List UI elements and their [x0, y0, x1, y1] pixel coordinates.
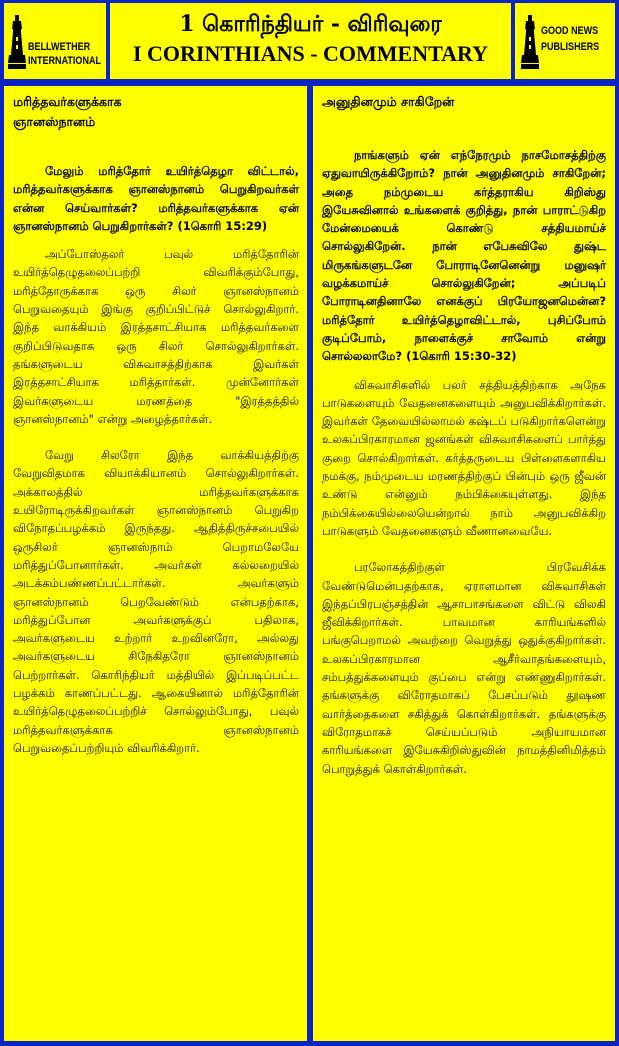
title-box	[110, 3, 511, 79]
logo-left-line1: BELLWETHER	[28, 41, 91, 53]
commentary-paragraph: அப்போஸ்தலர் பவுல் மரித்தோரின் உயிர்த்தெழுதலைப்பற்றி விவரிக்கும்போது, மரித்தோருக்காக ஒரு சிலர் ஞானஸ்நானம் பெறுவதையும் இங்கு குறிப்பிட்டுச் சொல்லுகிறார். இந்த வாக்கியம் இரத்தசாட்சியாக மரித்தவர்களை குறிப்பிடுவதாக ஒரு சிலர் சொல்லுகிறார்கள். தங்களுடைய விசுவாசத்திற்காக இவர்கள் இரத்தசாட்சியாக மரித்தார்கள். முன்னோர்கள் இவர்களுடைய மரணத்தை "இரத்தத்தில் ஞானஸ்நானம்" என்று அழைத்தார்கள்.	[13, 247, 299, 426]
title-tamil: 1 கொரிந்தியர் - விரிவுரை	[179, 11, 442, 37]
logo-right-line2: PUBLISHERS	[541, 41, 600, 53]
commentary-paragraph: வேறு சிலரோ இந்த வாக்கியத்திற்கு வேறுவிதமாக வியாக்கியானம் சொல்லுகிறார்கள். அக்காலத்தில் மரித்தவர்களுக்காக உயிரோடிருக்கிறவர்கள் ஞானஸ்நானம் பெறுகிற விநோதப்பழக்கம் இருந்தது. ஆதித்திருச்சபையில் ஒருசிலர் ஞானஸ்நாம் பெறாமலேயே மரித்துப்போனார்கள். அவர்கள் கல்லறையில் அடக்கம்பண்ணப்பட்டார்கள். அவர்களும் ஞானஸ்நானம் பெறவேண்டும் என்பதற்காக, மரித்துப்போன அவர்களுக்குப் பதிலாக, அவர்களுடைய உற்றார் உறவினரோ, அல்லது அவர்களுடைய சிநேகிதரோ ஞானஸ்நானம் பெற்றார்கள். கொரிந்தியர் மத்தியில் இப்படிப்பட்ட பழக்கம் காணப்பட்டது. ஆகையினால் மரித்தோரின் உயிர்த்தெழுதலைப்பற்றிச் சொல்லும்போது, பவுல் மரித்தவர்களுக்காக ஞானஸ்நானம் பெறுவதைப்பற்றியும் விவரிக்கிறார்.	[13, 448, 299, 755]
logo-left-line2: INTERNATIONAL	[28, 55, 101, 67]
scripture-quote: நாங்களும் ஏன் எந்நேரமும் நாசமோசத்திற்கு ஏதுவாயிருக்கிறோம்? நான் அனுதினமும் சாகிறேன்; அதை நம்முடைய கர்த்தராகிய கிறிஸ்து இயேசுவினால் உங்களைக் குறித்து, நான் பாராட்டுகிற மேன்மையைக் கொண்டு சத்தியமாய்ச் சொல்லுகிறேன். நான் எபேசுவிலே துஷ்ட மிருகங்களுடனே போராடினேனென்று மனுஷர் வழக்கமாய்ச் சொல்லுகிறேன்; அப்படிப் போராடினதினாலே எனக்குப் பிரயோஜனமென்ன? மரித்தோர் உயிர்த்தெழாவிட்டால், புசிப்போம் குடிப்போம், நாளைக்குச் சாவோம் என்று சொல்லலாமே? (1கொரி 15:30-32)	[322, 148, 606, 364]
tower-icon	[8, 15, 26, 69]
bellwether-logo	[4, 3, 106, 79]
commentary-paragraph: பரலோகத்திற்குள் பிரவேசிக்க வேண்டுமென்பதற்காக, ஏராளமான விசுவாசிகள் இந்தப்பிரபஞ்சத்தின் ஆசாபாசங்களை விட்டு விலகி ஜீவிக்கிறார்கள். பாவமான காரியங்களில் பங்குபெறாமல் அவற்றை வெறுத்து ஒதுக்குகிறார்கள். உலகப்பிரகாரமான ஆசீர்வாதங்களையும், சம்பத்துக்களையும் குப்பை என்று எண்ணுகிறார்கள். தங்களுக்கு விரோதமாகப் பேசப்படும் தூஷண வார்த்தைகளை சகித்துக் கொள்கிறார்கள். தங்களுக்கு விரோதமாகச் செய்யப்படும் அநியாயமான காரியங்களை இயேசுகிறிஸ்துவின் நாமத்தினிமித்தம் பொறுத்துக் கொள்கிறார்கள்.	[322, 560, 606, 776]
right-column	[313, 86, 615, 1041]
section-heading-line2: ஞானஸ்நானம்	[13, 114, 96, 129]
commentary-paragraph: விசுவாசிகளில் பலர் சத்தியத்திற்காக அநேக பாடுகளையும் வேதனைகளையும் அனுபவிக்கிறார்கள். இவர்கள் தேவையில்லாமல் கஷ்டப் படுகிறார்களென்று உலகப்பிரகாரமான ஜனங்கள் விசுவாசிகளைப் பார்த்து குறை சொல்கிறார்கள். கர்த்தருடைய பிள்ளைகளாகிய நமக்கு, நம்முடைய மரணத்திற்குப் பின்பும் ஒரு ஜீவன் உண்டு என்னும் நம்பிக்கையுள்ளது. இந்த நம்பிக்கையில்லையென்றால் நாம் அனுபவிக்கிற பாடுகளும் வேதனைகளும் வீணானவையே.	[322, 377, 606, 538]
logo-right-line1: GOOD NEWS	[541, 25, 599, 37]
tower-icon	[521, 15, 539, 69]
section-heading-line1: மரித்தவர்களுக்காக	[13, 94, 122, 109]
section-heading: அனுதினமும் சாகிறேன்	[322, 94, 455, 109]
header	[4, 3, 615, 79]
scripture-quote: மேலும் மரித்தோர் உயிர்த்தெழா விட்டால், மரித்தவர்களுக்காக ஞானஸ்நானம் பெறுகிறவர்கள் என்ன செய்வார்கள்? மரித்தவர்களுக்காக ஏன் ஞானஸ்நானம் பெறுகிறார்கள்? (1கொரி 15:29)	[13, 164, 299, 233]
good-news-logo	[515, 3, 615, 79]
title-english: I CORINTHIANS - COMMENTARY	[132, 41, 489, 66]
left-column	[4, 86, 307, 1041]
